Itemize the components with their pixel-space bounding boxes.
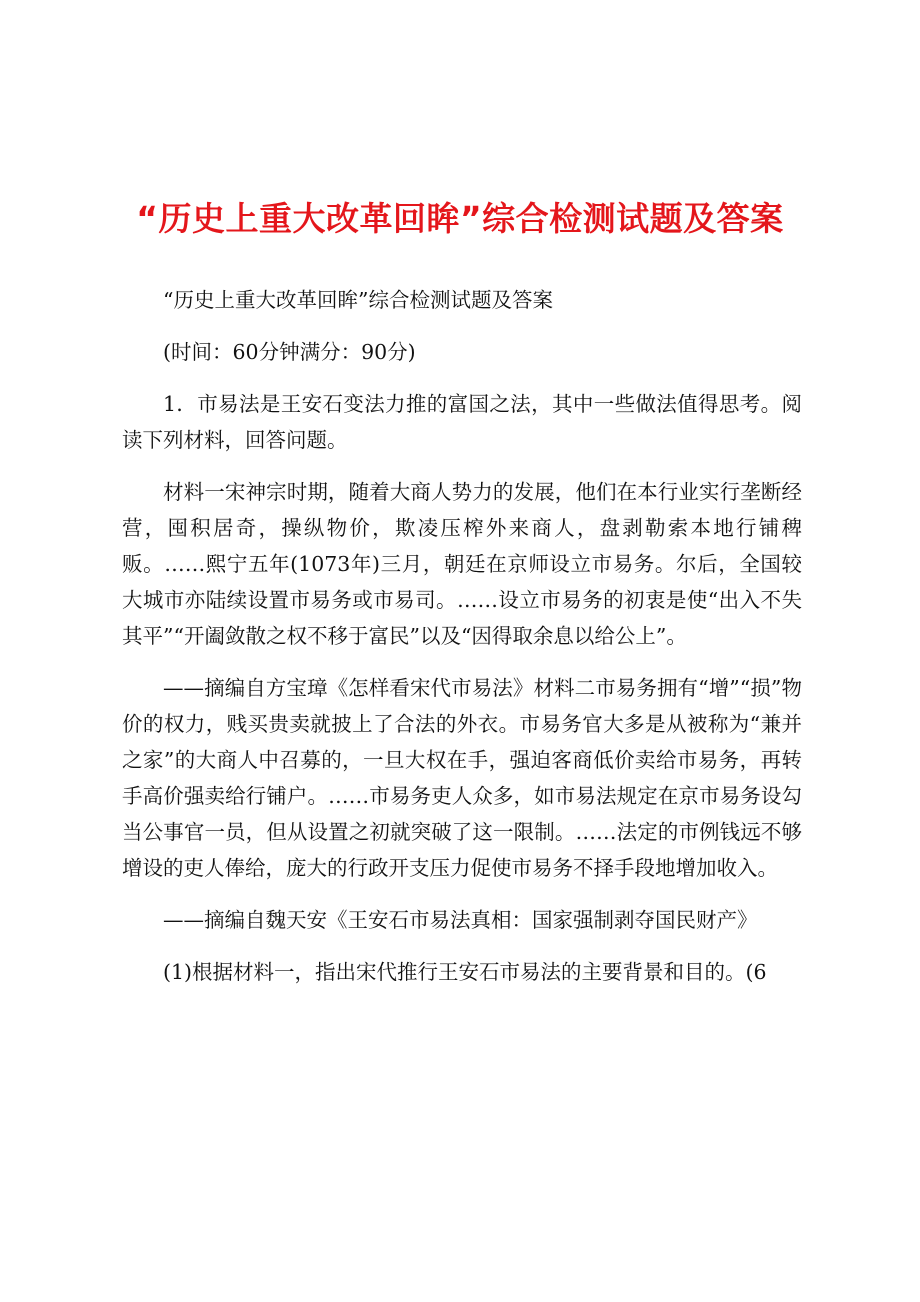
material-2-paragraph: ——摘编自方宝璋《怎样看宋代市易法》材料二市易务拥有“增”“损”物价的权力，贱买贵卖就披上了合法的外衣。市易务官大多是从被称为“兼并之家”的大商人中召募的，一旦大权在手，强迫客商低价卖给市易务，再转手高价强卖给行铺户。……市易务吏人众多，如市易法规定在京市易务设勾当公事官一员，但从设置之初就突破了这一限制。……法定的市例钱远不够增设的吏人俸给，庞大的行政开支压力促使市易务不择手段地增加收入。	[122, 676, 802, 880]
question-1-paragraph: 1．市易法是王安石变法力推的富国之法，其中一些做法值得思考。阅读下列材料，回答问题。	[122, 392, 802, 452]
exam-time-paragraph: (时间：60分钟满分：90分)	[163, 340, 416, 364]
subtitle-paragraph: “历史上重大改革回眸”综合检测试题及答案	[163, 288, 553, 312]
document-body	[122, 282, 802, 1006]
material-1-paragraph: 材料一宋神宗时期，随着大商人势力的发展，他们在本行业实行垄断经营，囤积居奇，操纵物价，欺凌压榨外来商人，盘剥勒索本地行铺稗贩。……熙宁五年(1073年)三月，朝廷在京师设立市易务。尔后，全国较大城市亦陆续设置市易务或市易司。……设立市易务的初衷是使“出入不失其平”“开阖敛散之权不移于富民”以及“因得取余息以给公上”。	[122, 480, 802, 648]
source-citation-paragraph: ——摘编自魏天安《王安石市易法真相：国家强制剥夺国民财产》	[163, 908, 758, 932]
document-title: “历史上重大改革回眸”综合检测试题及答案	[136, 199, 784, 238]
sub-question-1-paragraph: (1)根据材料一，指出宋代推行王安石市易法的主要背景和目的。(6	[163, 960, 767, 984]
